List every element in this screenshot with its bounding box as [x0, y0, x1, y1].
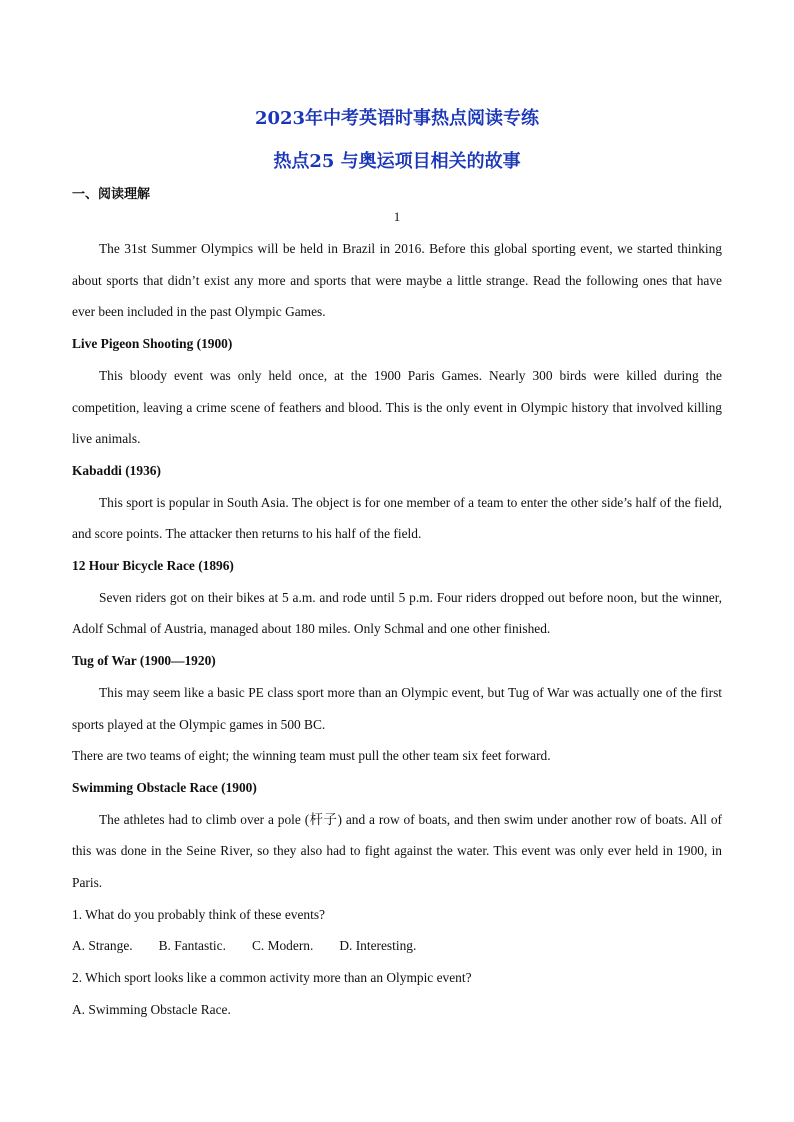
intro-paragraph: The 31st Summer Olympics will be held in Brazil in 2016. Before this global sporting event, we started thinking about sports that didn’t exist any more and sports that were maybe a little strange. Read the following ones that have ever been included in the past Olympic Games.	[72, 241, 722, 320]
event-paragraph: This bloody event was only held once, at the 1900 Paris Games. Nearly 300 birds were killed during the competition, leaving a crime scene of feathers and blood. This is the only event in Olympic history that involved killing live animals.	[72, 367, 722, 447]
question-stem: 2. Which sport looks like a common activity more than an Olympic event?	[72, 970, 472, 986]
event-paragraph: There are two teams of eight; the winning team must pull the other team six feet forward.	[72, 748, 551, 764]
event-paragraph: This sport is popular in South Asia. The object is for one member of a team to enter the other side’s half of the field, and score points. The attacker then returns to his half of the field.	[72, 494, 722, 542]
event-heading: Tug of War (1900—1920)	[72, 653, 216, 669]
event-paragraph: Seven riders got on their bikes at 5 a.m. and rode until 5 p.m. Four riders dropped out before noon, but the winner, Adolf Schmal of Austria, managed about 180 miles. Only Schmal and one other finished.	[72, 589, 722, 637]
question-stem: 1. What do you probably think of these events?	[72, 906, 326, 922]
event-heading: Live Pigeon Shooting (1900)	[72, 336, 233, 352]
passage-number: 1	[393, 209, 401, 224]
event-heading: 12 Hour Bicycle Race (1896)	[72, 558, 234, 574]
document-title: 2023年中考英语时事热点阅读专练	[254, 108, 540, 129]
document-subtitle: 热点25 与奥运项目相关的故事	[273, 151, 521, 172]
option-d: D. Interesting.	[339, 938, 417, 954]
event-paragraph: This may seem like a basic PE class sport more than an Olympic event, but Tug of War was actually one of the first sports played at the Olympic games in 500 BC.	[72, 684, 722, 732]
option-c: C. Modern.	[251, 938, 314, 954]
option-b: B. Fantastic.	[158, 938, 226, 954]
event-heading: Kabaddi (1936)	[72, 462, 161, 478]
section-label: 一、阅读理解	[72, 187, 151, 202]
event-paragraph: The athletes had to climb over a pole (杆子) and a row of boats, and then swim under another row of boats. All of this was done in the Seine River, so they also had to fight against the water. This event was only ever held in 1900, in Paris.	[72, 811, 722, 891]
option-a: A. Swimming Obstacle Race.	[72, 1001, 231, 1017]
question-options	[72, 930, 722, 962]
event-heading: Swimming Obstacle Race (1900)	[72, 779, 257, 795]
question-options	[72, 994, 722, 1026]
option-a: A. Strange.	[72, 938, 133, 954]
passage-body	[72, 233, 722, 1026]
